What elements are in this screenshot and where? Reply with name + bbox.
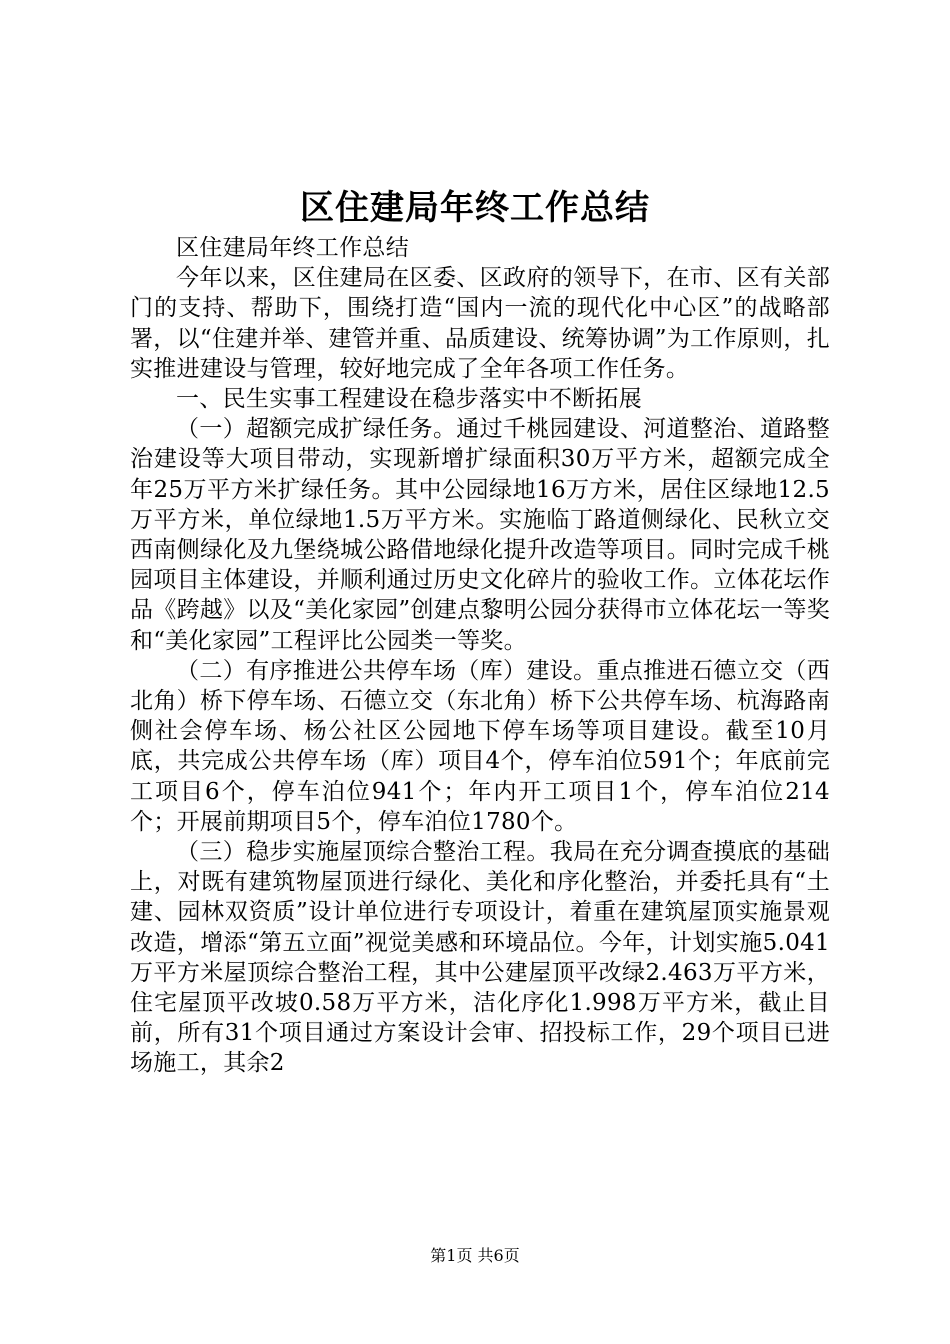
section-heading-1: 一、民生实事工程建设在稳步落实中不断拓展 (176, 386, 642, 413)
paragraph-rooftop: （三）稳步实施屋顶综合整治工程。我局在充分调查摸底的基础上，对既有建筑物屋顶进行绿化、美化和序化整治，并委托具有“土建、园林双资质”设计单位进行专项设计，着重在建筑屋顶实施景观改造，增添“第五立面”视觉美感和环境品位。今年，计划实施5.041万平方米屋顶综合整治工程，其中公建屋顶平改绿2.463万平方米，住宅屋顶平改坡0.58万平方米，洁化序化1.998万平方米，截止目前，所有31个项目通过方案设计会审、招投标工作，29个项目已进场施工，其余2 (130, 839, 830, 1077)
paragraph-intro: 今年以来，区住建局在区委、区政府的领导下，在市、区有关部门的支持、帮助下，围绕打造“国内一流的现代化中心区”的战略部署，以“住建并举、建管并重、品质建设、统筹协调”为工作原则，扎实推进建设与管理，较好地完成了全年各项工作任务。 (130, 265, 830, 382)
page-footer: 第1页 共6页 (430, 1246, 520, 1265)
paragraph-greening: （一）超额完成扩绿任务。通过千桃园建设、河道整治、道路整治建设等大项目带动，实现新增扩绿面积30万平方米，超额完成全年25万平方米扩绿任务。其中公园绿地16万方米，居住区绿地12.5万平方米，单位绿地1.5万平方米。实施临丁路道侧绿化、民秋立交西南侧绿化及九堡绕城公路借地绿化提升改造等项目。同时完成千桃园项目主体建设，并顺利通过历史文化碎片的验收工作。立体花坛作品《跨越》以及“美化家园”创建点黎明公园分获得市立体花坛一等奖和“美化家园”工程评比公园类一等奖。 (130, 416, 830, 654)
document-title: 区住建局年终工作总结 (300, 188, 650, 228)
document-body (130, 233, 830, 1079)
paragraph-parking: （二）有序推进公共停车场（库）建设。重点推进石德立交（西北角）桥下停车场、石德立交（东北角）桥下公共停车场、杭海路南侧社会停车场、杨公社区公园地下停车场等项目建设。截至10月底，共完成公共停车场（库）项目4个，停车泊位591个；年底前完工项目6个，停车泊位941个；年内开工项目1个，停车泊位214个；开展前期项目5个，停车泊位1780个。 (130, 657, 830, 835)
paragraph-subtitle: 区住建局年终工作总结 (176, 235, 409, 261)
